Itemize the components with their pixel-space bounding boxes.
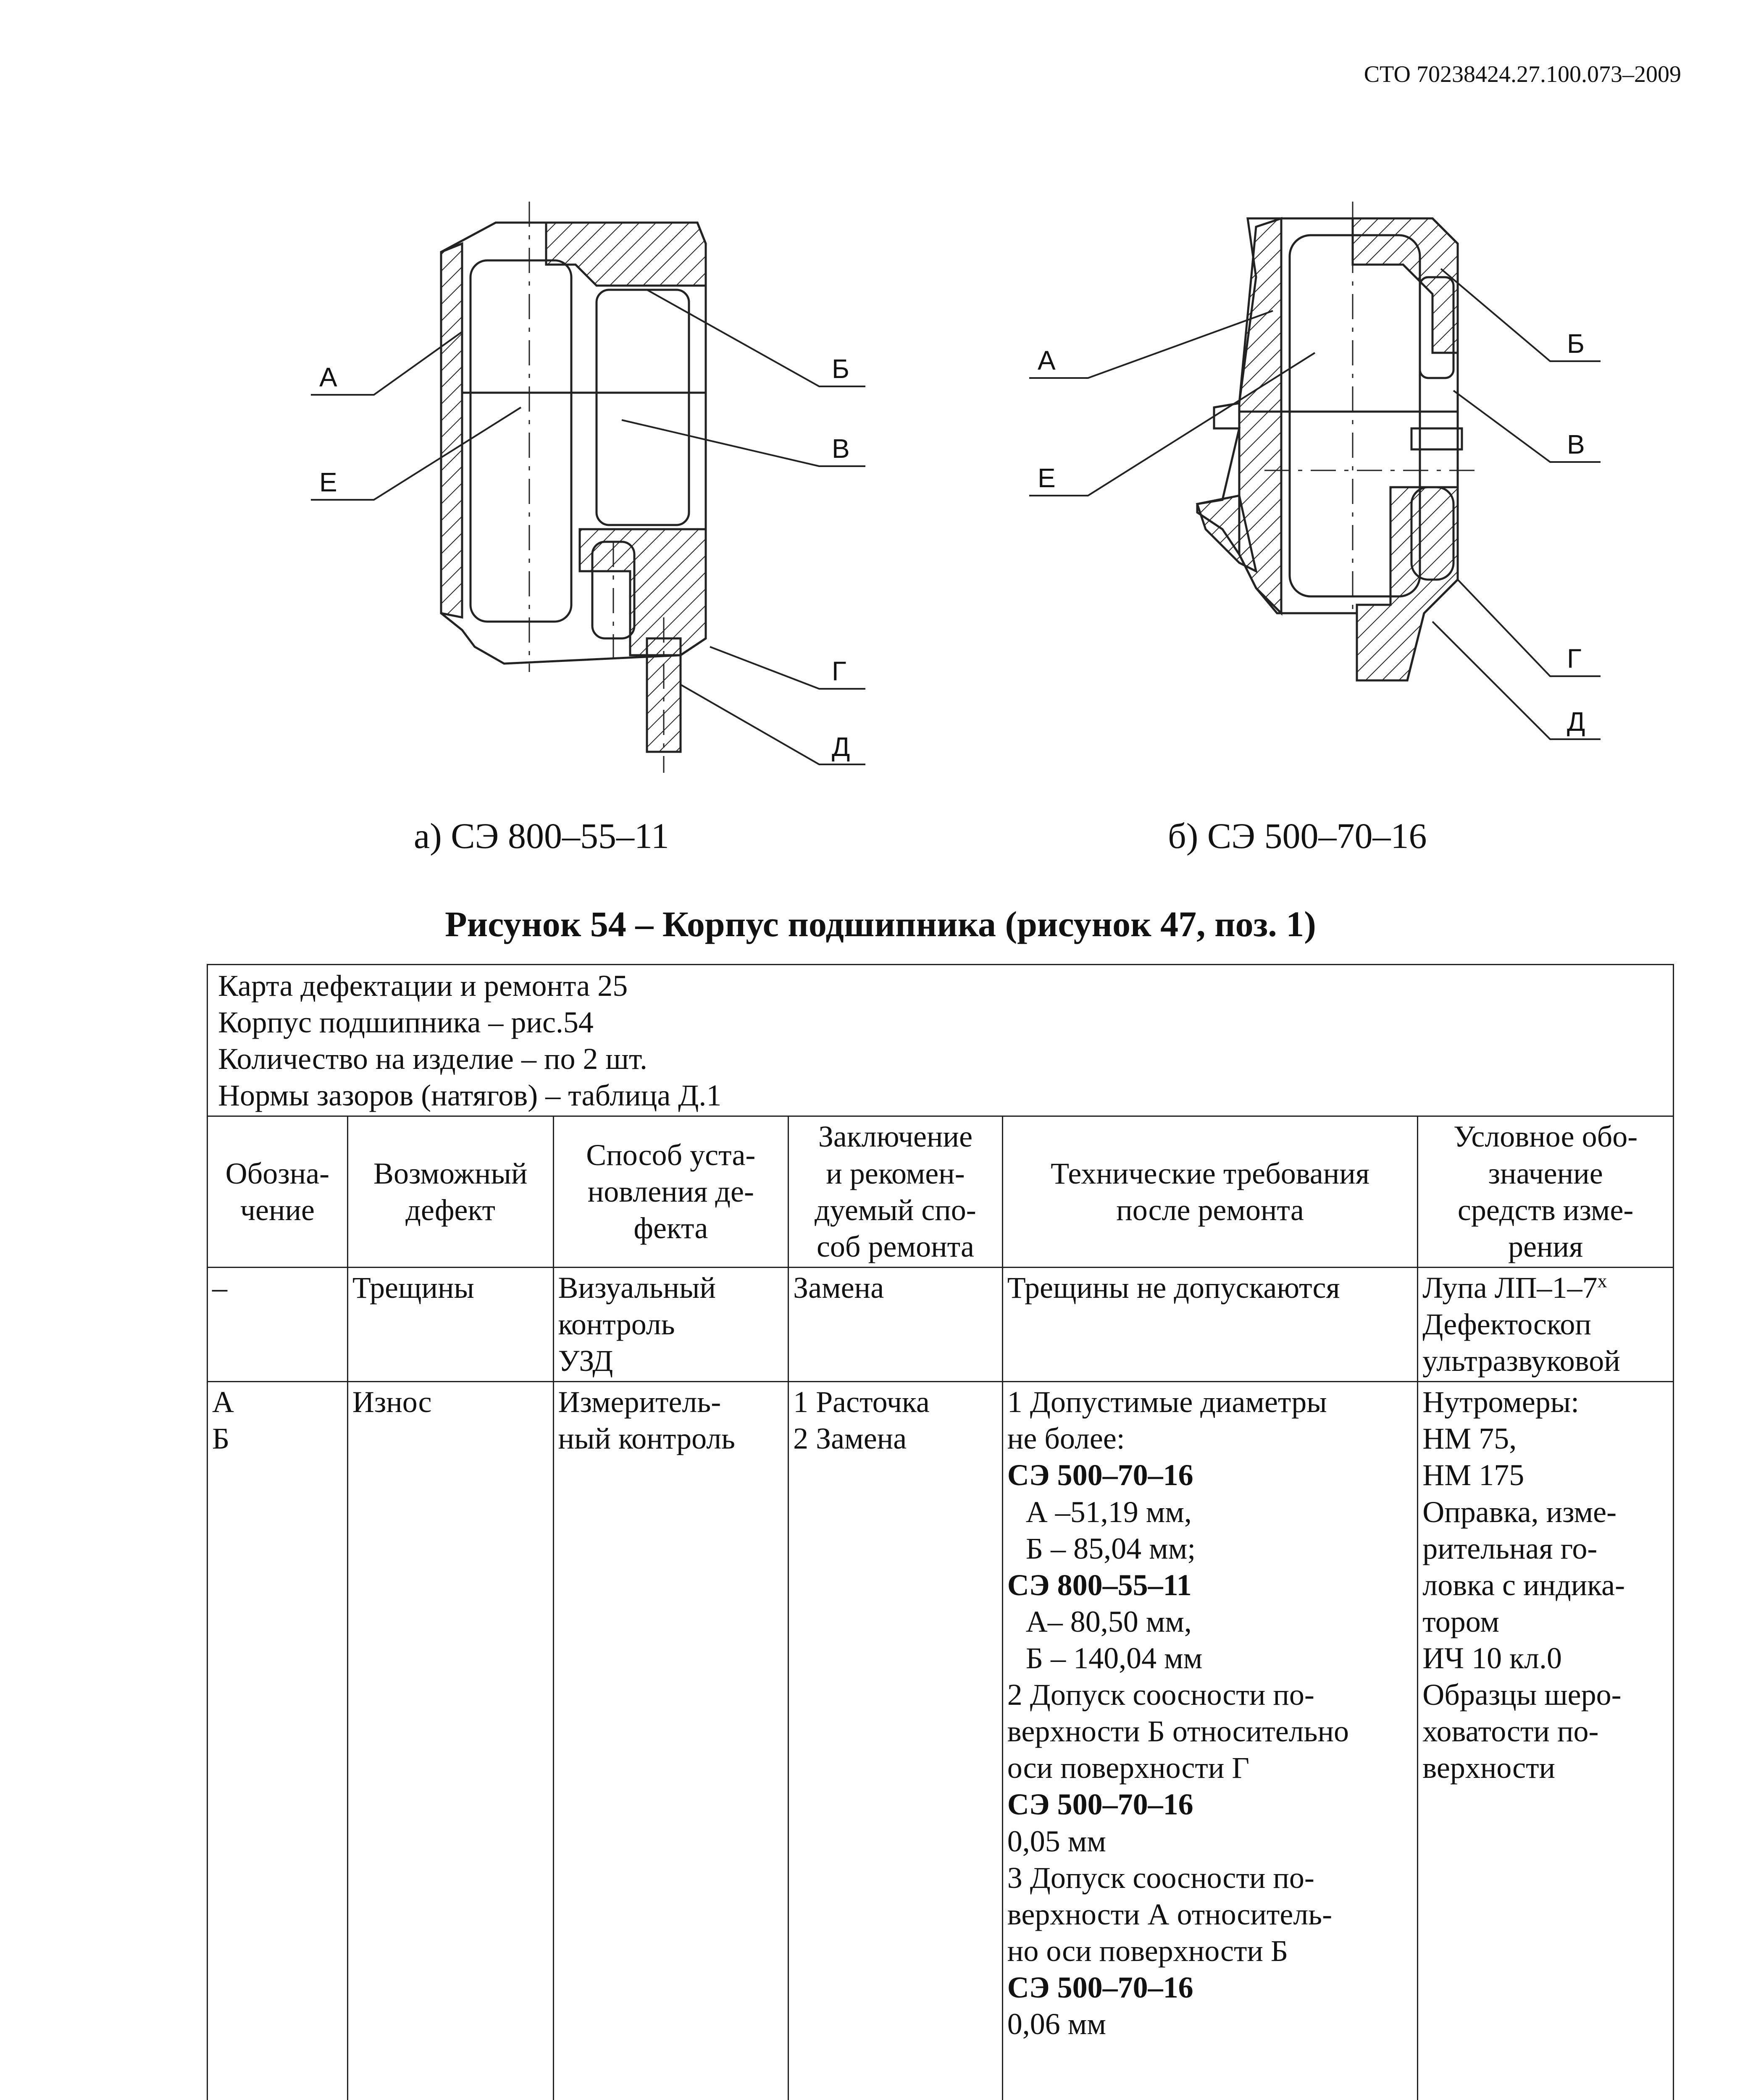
cell-requirements xyxy=(1002,1382,1418,2100)
col-conclusion: Заключение и рекомен- дуемый спо- соб ремонта xyxy=(789,1116,1003,1267)
tool-line: верхности xyxy=(1422,1751,1556,1785)
tool-line: ИЧ 10 кл.0 xyxy=(1422,1641,1562,1675)
requirement-line: 0,05 мм xyxy=(1007,1824,1106,1858)
col-requirements: Технические требования после ремонта xyxy=(1002,1116,1418,1267)
requirement-line: СЭ 800–55–11 xyxy=(1007,1568,1192,1602)
requirement-line: не более: xyxy=(1007,1422,1125,1456)
requirement-line: Б – 140,04 мм xyxy=(1025,1641,1203,1675)
tool-line: НМ 175 xyxy=(1422,1458,1524,1492)
callout-G: Г xyxy=(1567,643,1582,674)
requirement-line: А– 80,50 мм, xyxy=(1025,1604,1192,1638)
drawing-bearing-housing-b xyxy=(987,193,1617,790)
tool-line: рительная го- xyxy=(1422,1531,1598,1565)
table-row xyxy=(208,1267,1674,1381)
callout-B: Б xyxy=(832,354,849,384)
tool-line: ловка с индика- xyxy=(1422,1568,1625,1602)
col-tools: Условное обо- значение средств изме- рения xyxy=(1418,1116,1674,1267)
requirement-line: СЭ 500–70–16 xyxy=(1007,1458,1193,1492)
col-designation: Обозна- чение xyxy=(208,1116,348,1267)
requirement-line: верхности А относитель- xyxy=(1007,1897,1333,1931)
cell-requirements: Трещины не допускаются xyxy=(1002,1267,1418,1381)
requirement-line: оси поверхности Г xyxy=(1007,1751,1250,1785)
cell-conclusion: Замена xyxy=(789,1267,1003,1381)
card-quantity: Количество на изделие – по 2 шт. xyxy=(218,1042,648,1076)
table-row xyxy=(208,1382,1674,2100)
defect-repair-card xyxy=(207,964,1674,2100)
cell-defect: Износ xyxy=(347,1382,553,2100)
tool-line: НМ 75, xyxy=(1422,1422,1517,1456)
card-header xyxy=(208,965,1674,1116)
callout-D: Д xyxy=(832,732,850,762)
tool-line: ховатости по- xyxy=(1422,1714,1599,1748)
col-defect: Возможный дефект xyxy=(347,1116,553,1267)
requirement-line: верхности Б относительно xyxy=(1007,1714,1349,1748)
tool-line: Образцы шеро- xyxy=(1422,1678,1622,1712)
cell-tools: Лупа $ЛП-1-7^х$ Дефектоскоп ультразвуковой xyxy=(1418,1267,1674,1381)
callout-D: Д xyxy=(1567,706,1585,737)
callout-B: Б xyxy=(1567,328,1585,359)
figure-label-a: а) СЭ 800–55–11 xyxy=(414,816,669,856)
cell-designation: – xyxy=(208,1267,348,1381)
column-headers xyxy=(208,1116,1674,1267)
requirement-line: но оси поверхности Б xyxy=(1007,1934,1288,1968)
callout-A: А xyxy=(1038,345,1056,375)
figure-caption: Рисунок 54 – Корпус подшипника (рисунок 47, поз. 1) xyxy=(445,904,1316,944)
cell-tools xyxy=(1418,1382,1674,2100)
col-method: Способ уста- новления де- фекта xyxy=(553,1116,789,1267)
callout-A: А xyxy=(319,362,337,392)
figure-label-b: б) СЭ 500–70–16 xyxy=(1168,816,1427,856)
cell-method: Визуальный контроль УЗД xyxy=(553,1267,789,1381)
callout-V: В xyxy=(832,433,850,464)
tool-line: Нутромеры: xyxy=(1422,1385,1580,1419)
requirement-line: 0,06 мм xyxy=(1007,2007,1106,2041)
requirement-line: СЭ 500–70–16 xyxy=(1007,1788,1193,1822)
document-code: СТО 70238424.27.100.073–2009 xyxy=(1364,61,1681,87)
callout-V: В xyxy=(1567,429,1585,459)
requirement-line: СЭ 500–70–16 xyxy=(1007,1970,1193,2004)
tool-line: тором xyxy=(1422,1604,1499,1638)
requirement-line: А –51,19 мм, xyxy=(1025,1495,1192,1529)
requirement-line: 3 Допуск соосности по- xyxy=(1007,1861,1314,1895)
callout-E: Е xyxy=(319,467,337,497)
cell-designation: А Б xyxy=(208,1382,348,2100)
card-title: Карта дефектации и ремонта 25 xyxy=(218,969,628,1003)
callout-G: Г xyxy=(832,656,846,686)
card-clearances: Нормы зазоров (натягов) – таблица Д.1 xyxy=(218,1079,722,1113)
tool-line: Оправка, изме- xyxy=(1422,1495,1617,1529)
requirement-line: 1 Допустимые диаметры xyxy=(1007,1385,1327,1419)
cell-defect: Трещины xyxy=(347,1267,553,1381)
card-part: Корпус подшипника – рис.54 xyxy=(218,1005,594,1040)
drawing-bearing-housing-a xyxy=(286,193,891,790)
requirement-line: Б – 85,04 мм; xyxy=(1025,1531,1196,1565)
requirement-line: 2 Допуск соосности по- xyxy=(1007,1678,1314,1712)
cell-conclusion: 1 Расточка 2 Замена xyxy=(789,1382,1003,2100)
callout-E: Е xyxy=(1038,463,1056,493)
cell-method: Измеритель- ный контроль xyxy=(553,1382,789,2100)
